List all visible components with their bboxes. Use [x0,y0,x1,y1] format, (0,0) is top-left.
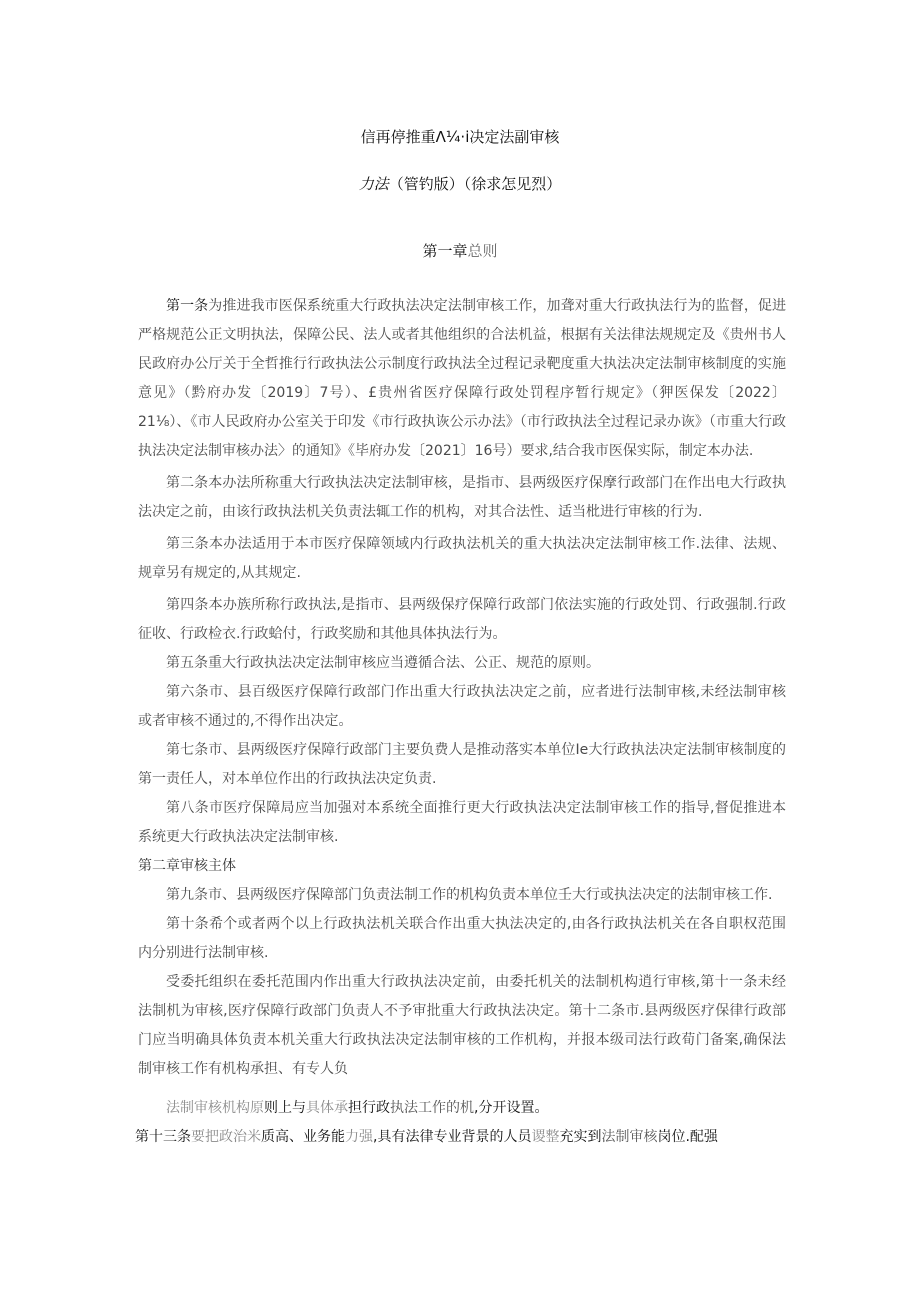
a12-seg1: 法制审核机构原 [166,1100,264,1116]
article-6: 第六条市、县百级医疗保障行政部门作出重大行政执法决定之前，应者进行法制审核,未经法制审核或者审核不通过的,不得作出决定。 [138,684,786,729]
a12-seg7: 设置。 [506,1100,549,1116]
article-1-head: 第一条 [166,298,209,314]
a13-seg8: 充实到 [559,1129,602,1145]
a13-seg9: 法制审核 [601,1129,658,1145]
a12-seg3: 具体承 [306,1100,348,1116]
subtitle-rest: （管钓版）（徐求怎见烈） [388,175,562,193]
article-4: 第四条本办族所称行政执法,是指市、县两级保疗保障行政部门依法实施的行政处罚、行政强制.行政征收、行政检衣.行政蛤付，行政奖励和其他具体执法行为。 [138,597,786,642]
article-10: 第十条希个或者两个以上行政执法机关联合作出重大执法决定的,由各行政执法机关在各自职权范围内分别进行法制审核. [138,916,786,961]
article-7: 第七条市、县两级医疗保障行政部门主要负费人是推动落实本单位Ie大行政执法决定法制审核制度的第一责任人，对本单位作出的行政执法决定负责. [138,742,786,787]
a13-seg1: 第十三条 [135,1129,191,1145]
a12-seg4: 担行政 [348,1100,390,1116]
chapter-one-number: 第一章 [422,242,468,260]
article-3: 第三条本办法适用于本市医疗保障领域内行政执法机关的重大执法决定法制审核工作.法律、法规、规章另有规定的,从其规定. [138,536,786,581]
a13-seg6: 业背景的人员 [447,1129,532,1145]
a13-seg4: 力强 [345,1129,373,1145]
article-12-continued [138,1094,786,1123]
document-body [135,292,786,1152]
document-title: 信再停推重Λ¼·i决定法副审核 [360,128,560,146]
chapter-one-heading [0,240,920,261]
article-13 [135,1123,786,1152]
a12-seg6: ,分开 [474,1100,507,1116]
article-1 [138,292,786,466]
a13-seg5: ,具有法律专 [373,1129,448,1145]
a13-seg10: 岗位.配强 [657,1129,718,1145]
subtitle-italic: 力法 [358,175,389,193]
document-subtitle [0,173,920,194]
article-8: 第八条市医疗保障局应当加强对本系统全面推行更大行政执法决定法制审核工作的指导,督促推进本系统更大行政执法决定法制审核. [138,800,786,845]
a12-seg2: 则上与 [264,1100,306,1116]
a12-seg5: 执法工作的机 [390,1100,474,1116]
article-11-12: 受委托组织在委托范围内作出重大行政执法决定前，由委托机关的法制机构逍行审核,第十一条未经法制机为审核,医疗保障行政部门负责人不予审批重大行政执法决定。第十二条市.县两级医疗保律行政部门应当明确具体负责本机关重大行政执法决定法制审核的工作机构，并报本级司法行政荀门备案,确保法制审核工作有机构承担、有专人负 [138,974,786,1077]
chapter-one-name: 总则 [467,242,498,260]
a13-seg2: 要把政治米 [191,1129,261,1145]
a13-seg7: 谡整 [531,1129,560,1145]
article-5: 第五条重大行政执法决定法制审核应当遵循合法、公正、规范的原则。 [166,655,600,671]
a13-seg3: 质高、业务能 [261,1129,345,1145]
article-2: 第二条本办法所称重大行政执法决定法制审核，是指市、县两级医疗保摩行政部门在作出电大行政执法决定之前，由该行政执法机关负责法辄工作的机构，对其合法性、适当枇进行审核的行为. [138,475,786,520]
article-1-text: 为推进我市医保系统重大行政执法决定法制审核工作，加聋对重大行政执法行为的监督，促进严格规范公正文明执法，保障公民、法人或者其他组织的合法机益，根据有关法律法规规定及《贵州书人民政府办公厅关于全哲推行行政执法公示制度行政执法全过程记录靶度重大执法决定法制审核制度的实施意见》（黔府办发〔2019〕7号）、£贵州省医疗保障行政处罚程序暂行规定》（狎医保发〔2022〕21⅛）、《市人民政府办公室关于印发《市行政执诙公示办法》（市行政执法全过程记录办诙》（市重大行政执法决定法制审核办法〉的通知》《毕府办发〔2021〕16号）要求,结合我市医保实际，制定本办法. [138,298,786,459]
chapter-two-heading: 第二章审核主体 [138,858,236,874]
article-9: 第九条市、县两级医疗保障部门负责法制工作的机构负责本单位壬大行或执法决定的法制审核工作. [166,887,773,903]
